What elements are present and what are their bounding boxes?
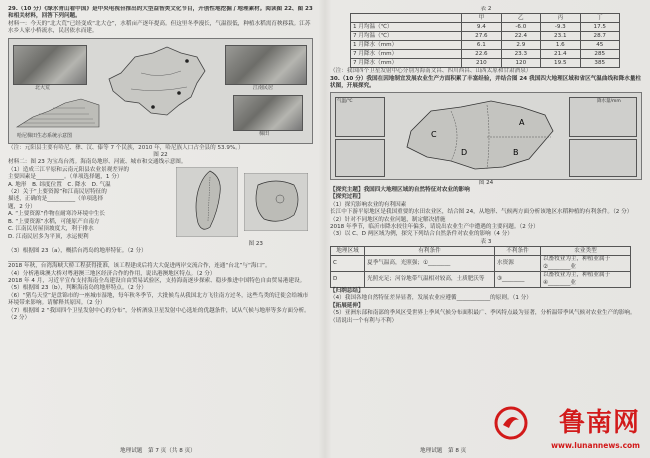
table2-header-cell: 乙 bbox=[501, 14, 540, 23]
material1 bbox=[8, 21, 313, 36]
hani-terrace-diagram bbox=[15, 95, 101, 129]
table2-header-row bbox=[351, 14, 620, 23]
left-page bbox=[8, 6, 313, 452]
p3: （3）以 C、D 两区域为例，探究下列结合自然条件对农业的影响（4 分） bbox=[330, 231, 513, 238]
fig23-caption: 图 23 bbox=[248, 240, 263, 247]
map-letter-d: D bbox=[461, 147, 468, 157]
china-map-fig22 bbox=[101, 43, 211, 125]
table2-cell: 28.7 bbox=[580, 32, 619, 41]
table3-header-cell: 地理区域 bbox=[331, 247, 365, 256]
table2-cell: 285 bbox=[580, 50, 619, 59]
table3-cell: 夏季气温高，光照强；①________ bbox=[365, 256, 495, 272]
hainan-text: 2018 年 4 月，习近平宣布支持海南全岛建设自由贸易试验区，支持海南逐步探索、稳步推进中国特色自由贸易港建设。 bbox=[8, 277, 306, 284]
map-letter-b: B bbox=[513, 147, 519, 157]
note1: （注：元阳县主要有哈尼、彝、汉、傣等 7 个民族，2010 年，哈尼族人口占全县的 53.9%。） bbox=[8, 144, 244, 151]
table2-cell: 23.3 bbox=[501, 50, 540, 59]
table-2 bbox=[350, 13, 620, 68]
inquiry-topic: 【探究主题】我国四大地理区域的自然特征对农业的影响 bbox=[330, 187, 470, 194]
q7: （7）根据图 2 “我国四个卫星发射中心的分布”，分析酒泉卫星发射中心选址的优越条件，试从气候与地形等多方面分析。（2 分） bbox=[8, 307, 310, 321]
q2-b: 描述，正确的是__________（单项选择 bbox=[8, 196, 104, 203]
q3: （3）根据图 23（a），概括台湾岛的地形特征。（2 分） bbox=[8, 248, 147, 255]
table3-cell: 水资源 bbox=[495, 256, 541, 272]
p2-text: 2018 年季节，临沂市降水较往年偏多，请说出农业生产中遭遇的主要问题。（2 分） bbox=[330, 224, 539, 231]
table3-row bbox=[331, 256, 631, 272]
q1-b: 主要因素是__________。（单项选择题，1 分） bbox=[8, 174, 123, 181]
table2-row bbox=[351, 23, 620, 32]
right-footer: 地理试题 第 8 页 bbox=[420, 448, 467, 454]
p5: （5）亚洲东部和南部的季风区受世界上季风气候分布面积最广、季风特点最为显著，分析温带季风气候对农业生产的影响。（请说出一个有利与不利） bbox=[330, 310, 636, 324]
q1: （1）造成三江平原和云南元阳县农业景观差异的 bbox=[8, 166, 130, 173]
photo-beidahuang bbox=[13, 45, 87, 85]
table2-header-cell bbox=[351, 14, 462, 23]
q2-option-b: B. “上要资源”水稻，可能原产自南方 bbox=[8, 218, 100, 225]
china-regions-map bbox=[391, 97, 561, 175]
map-letter-a: A bbox=[519, 117, 525, 127]
p1: （1）探究影响农业的有利因素 bbox=[330, 201, 407, 208]
hainan-map bbox=[244, 173, 308, 231]
q1-q2-text bbox=[8, 167, 168, 241]
table2-cell: 7 月降水（mm） bbox=[351, 50, 462, 59]
table3-cell: ③________ bbox=[495, 272, 541, 288]
table2-row bbox=[351, 32, 620, 41]
table2-cell: 19.5 bbox=[541, 59, 580, 68]
table3-body bbox=[331, 256, 631, 288]
table2-cell: 7 月降水（mm） bbox=[351, 59, 462, 68]
label-terrace: 梯田 bbox=[259, 130, 270, 137]
p2: （2）针对不同地区的农业问题，制定解决措施 bbox=[330, 216, 446, 223]
q2-c: 题，2 分） bbox=[8, 203, 36, 210]
q1-q2-block bbox=[8, 167, 313, 241]
right-page bbox=[330, 6, 642, 452]
table2-cell: 22.6 bbox=[462, 50, 501, 59]
q29-head: 29.（10 分）《绿水青山看中国》是中央电视台推出的大型益智类文化节目，开创性地挖掘了地理素材。阅读图 22、图 23 和相关材料，回答下列问题。 bbox=[8, 6, 313, 20]
table2-row bbox=[351, 59, 620, 68]
table2-cell: 1 月降水（mm） bbox=[351, 41, 462, 50]
bridge-text: 2018 年秋，台湾海峡大桥工程获得批准，该工程建成后将大大促进两岸交流合作，连通“台北”与“海口”。 bbox=[8, 263, 271, 270]
table2-cell: 6.1 bbox=[462, 41, 501, 50]
table3-cell: C bbox=[331, 256, 365, 272]
chart-label-temp: 气温/℃ bbox=[337, 98, 353, 104]
q2-option-d: D. 江南民居多为平顶，水运便利 bbox=[8, 233, 89, 240]
q30-head: 30.（10 分）我国在因地制宜发展农业生产方面积累了丰富经验，并结合图 24 我国四大地理区域和省区气温曲线和降水量柱状图，开展探究。 bbox=[330, 75, 642, 90]
label-jiangnan: 江南民居 bbox=[253, 84, 274, 91]
table2-cell: 45 bbox=[580, 41, 619, 50]
taiwan-map bbox=[176, 167, 238, 237]
label-hani-diagram: 哈尼梯田生态系统示意图 bbox=[17, 132, 73, 139]
q6: （6）“猪鸟天堂”是盘锦市的一座城市湿地，每年秋冬季节，大批候鸟从我国北方飞往南方过冬，这些鸟类的迁徙会给城市环境带来影响。请解释其原因。（2 分） bbox=[8, 292, 309, 307]
q2: （2）关于“上要资源”和江南民居特征的 bbox=[8, 189, 107, 196]
table3-cell: 光照充足；河谷地带气温相对较高，土质肥沃等 bbox=[365, 272, 495, 288]
inquiry-process: 【探究过程】 bbox=[330, 194, 364, 201]
table2-cell: 17.5 bbox=[580, 23, 619, 32]
table3-title: 表 3 bbox=[480, 238, 492, 245]
map-letter-c: C bbox=[431, 129, 437, 139]
table2-cell: 1.6 bbox=[541, 41, 580, 50]
table2-body bbox=[351, 23, 620, 68]
extension-head: 【拓展延伸】 bbox=[330, 302, 364, 309]
conclusion-head: 【归纳总结】 bbox=[330, 287, 364, 294]
figure-23 bbox=[172, 167, 312, 241]
table2-cell: 2.9 bbox=[501, 41, 540, 50]
table2-header-cell: 丁 bbox=[580, 14, 619, 23]
figure-24 bbox=[330, 92, 642, 180]
table3-header-cell: 农业类型 bbox=[541, 247, 631, 256]
table3-header-cell: 不利条件 bbox=[495, 247, 541, 256]
watermark-url: www.lunannews.com bbox=[551, 441, 640, 450]
table2-header-cell: 丙 bbox=[541, 14, 580, 23]
table3-header-row bbox=[331, 247, 631, 256]
p1-text: 长江中下游平原地区是我国重要的水田农业区，结合图 24，从地形、气候两方面分析该地区水稻种植的有利条件。（2 分） bbox=[330, 209, 633, 216]
table2-cell: 385 bbox=[580, 59, 619, 68]
table3-cell: 以畜牧业为主，种植业属于④________业 bbox=[541, 272, 631, 288]
fig24-caption: 图 24 bbox=[478, 179, 494, 186]
table3-cell: 以畜牧业为主，种植业属于②________业 bbox=[541, 256, 631, 272]
q2-option-a: A. “上要资源”作物在耐寒冷环境中生长 bbox=[8, 211, 105, 218]
table2-cell: 9.4 bbox=[462, 23, 501, 32]
q2-option-c: C. 江南民居屋顶坡度大，利于排水 bbox=[8, 226, 94, 233]
climate-chart-d bbox=[569, 139, 637, 177]
q3-answer-line: ____________________________________ bbox=[8, 255, 109, 262]
table2-cell: 23.1 bbox=[541, 32, 580, 41]
table2-title: 表 2 bbox=[480, 6, 492, 12]
watermark-logo-icon bbox=[494, 406, 528, 440]
table2-cell: -6.0 bbox=[501, 23, 540, 32]
fig22-caption: 图 22 bbox=[153, 152, 168, 159]
photo-jiangnan bbox=[225, 45, 307, 85]
table2-cell: 22.4 bbox=[501, 32, 540, 41]
table2-note: （注：我国四个卫星发射中心分别为海南文昌、四川西昌、山西太原和甘肃酒泉） bbox=[330, 68, 532, 75]
climate-chart-b bbox=[335, 139, 385, 177]
q4: （4）分析港珠澳大桥对粤港澳三地区经济合作的作用，说出港澳地区特点。（2 分） bbox=[8, 270, 216, 277]
material1-a: 材料一：今天的“北大荒”已经变成“北大仓”，水稻亩产逐年提高。但这里冬季漫长，气温很低，种植水稻需育秧移栽。 bbox=[8, 20, 300, 27]
table3-row bbox=[331, 272, 631, 288]
table3-header-cell: 有利条件 bbox=[365, 247, 495, 256]
table-3 bbox=[330, 246, 631, 288]
left-footer: 地理试题 第 7 页（共 8 页） bbox=[120, 448, 196, 454]
material1-b: 江苏水乡人家小桥流水，民居依水而建。 bbox=[8, 20, 311, 35]
q5: （5）根据图 23（b），判断海南岛的地形特点。（2 分） bbox=[8, 285, 147, 292]
table2-cell: -9.3 bbox=[541, 23, 580, 32]
table2-cell: 7 月均温（℃） bbox=[351, 32, 462, 41]
table2-cell: 1 月均温（℃） bbox=[351, 23, 462, 32]
label-beidahuang: 北大荒 bbox=[35, 84, 51, 91]
watermark-title: 鲁南网 bbox=[558, 408, 640, 438]
p4: （4）我国各地自然特征差异显著，发展农业应遵循____________的原则。（1 分） bbox=[330, 295, 532, 302]
table2-row bbox=[351, 41, 620, 50]
photo-terrace bbox=[233, 95, 303, 131]
table2-row bbox=[351, 50, 620, 59]
q1-options: A. 地形 B. 纬度位置 C. 降水 D. 气温 bbox=[8, 181, 111, 188]
table2-cell: 27.6 bbox=[462, 32, 501, 41]
figure-22 bbox=[8, 38, 313, 144]
table3-cell: D bbox=[331, 272, 365, 288]
table2-cell: 210 bbox=[462, 59, 501, 68]
table2-cell: 120 bbox=[501, 59, 540, 68]
material2: 材料二：图 23 为宝岛台湾。海南岛地形、河流、城市和交通线示意图。 bbox=[8, 159, 187, 166]
table2-cell: 21.4 bbox=[541, 50, 580, 59]
table2-header-cell: 甲 bbox=[462, 14, 501, 23]
site-watermark bbox=[494, 402, 644, 452]
chart-label-precip: 降水量/mm bbox=[597, 98, 621, 104]
